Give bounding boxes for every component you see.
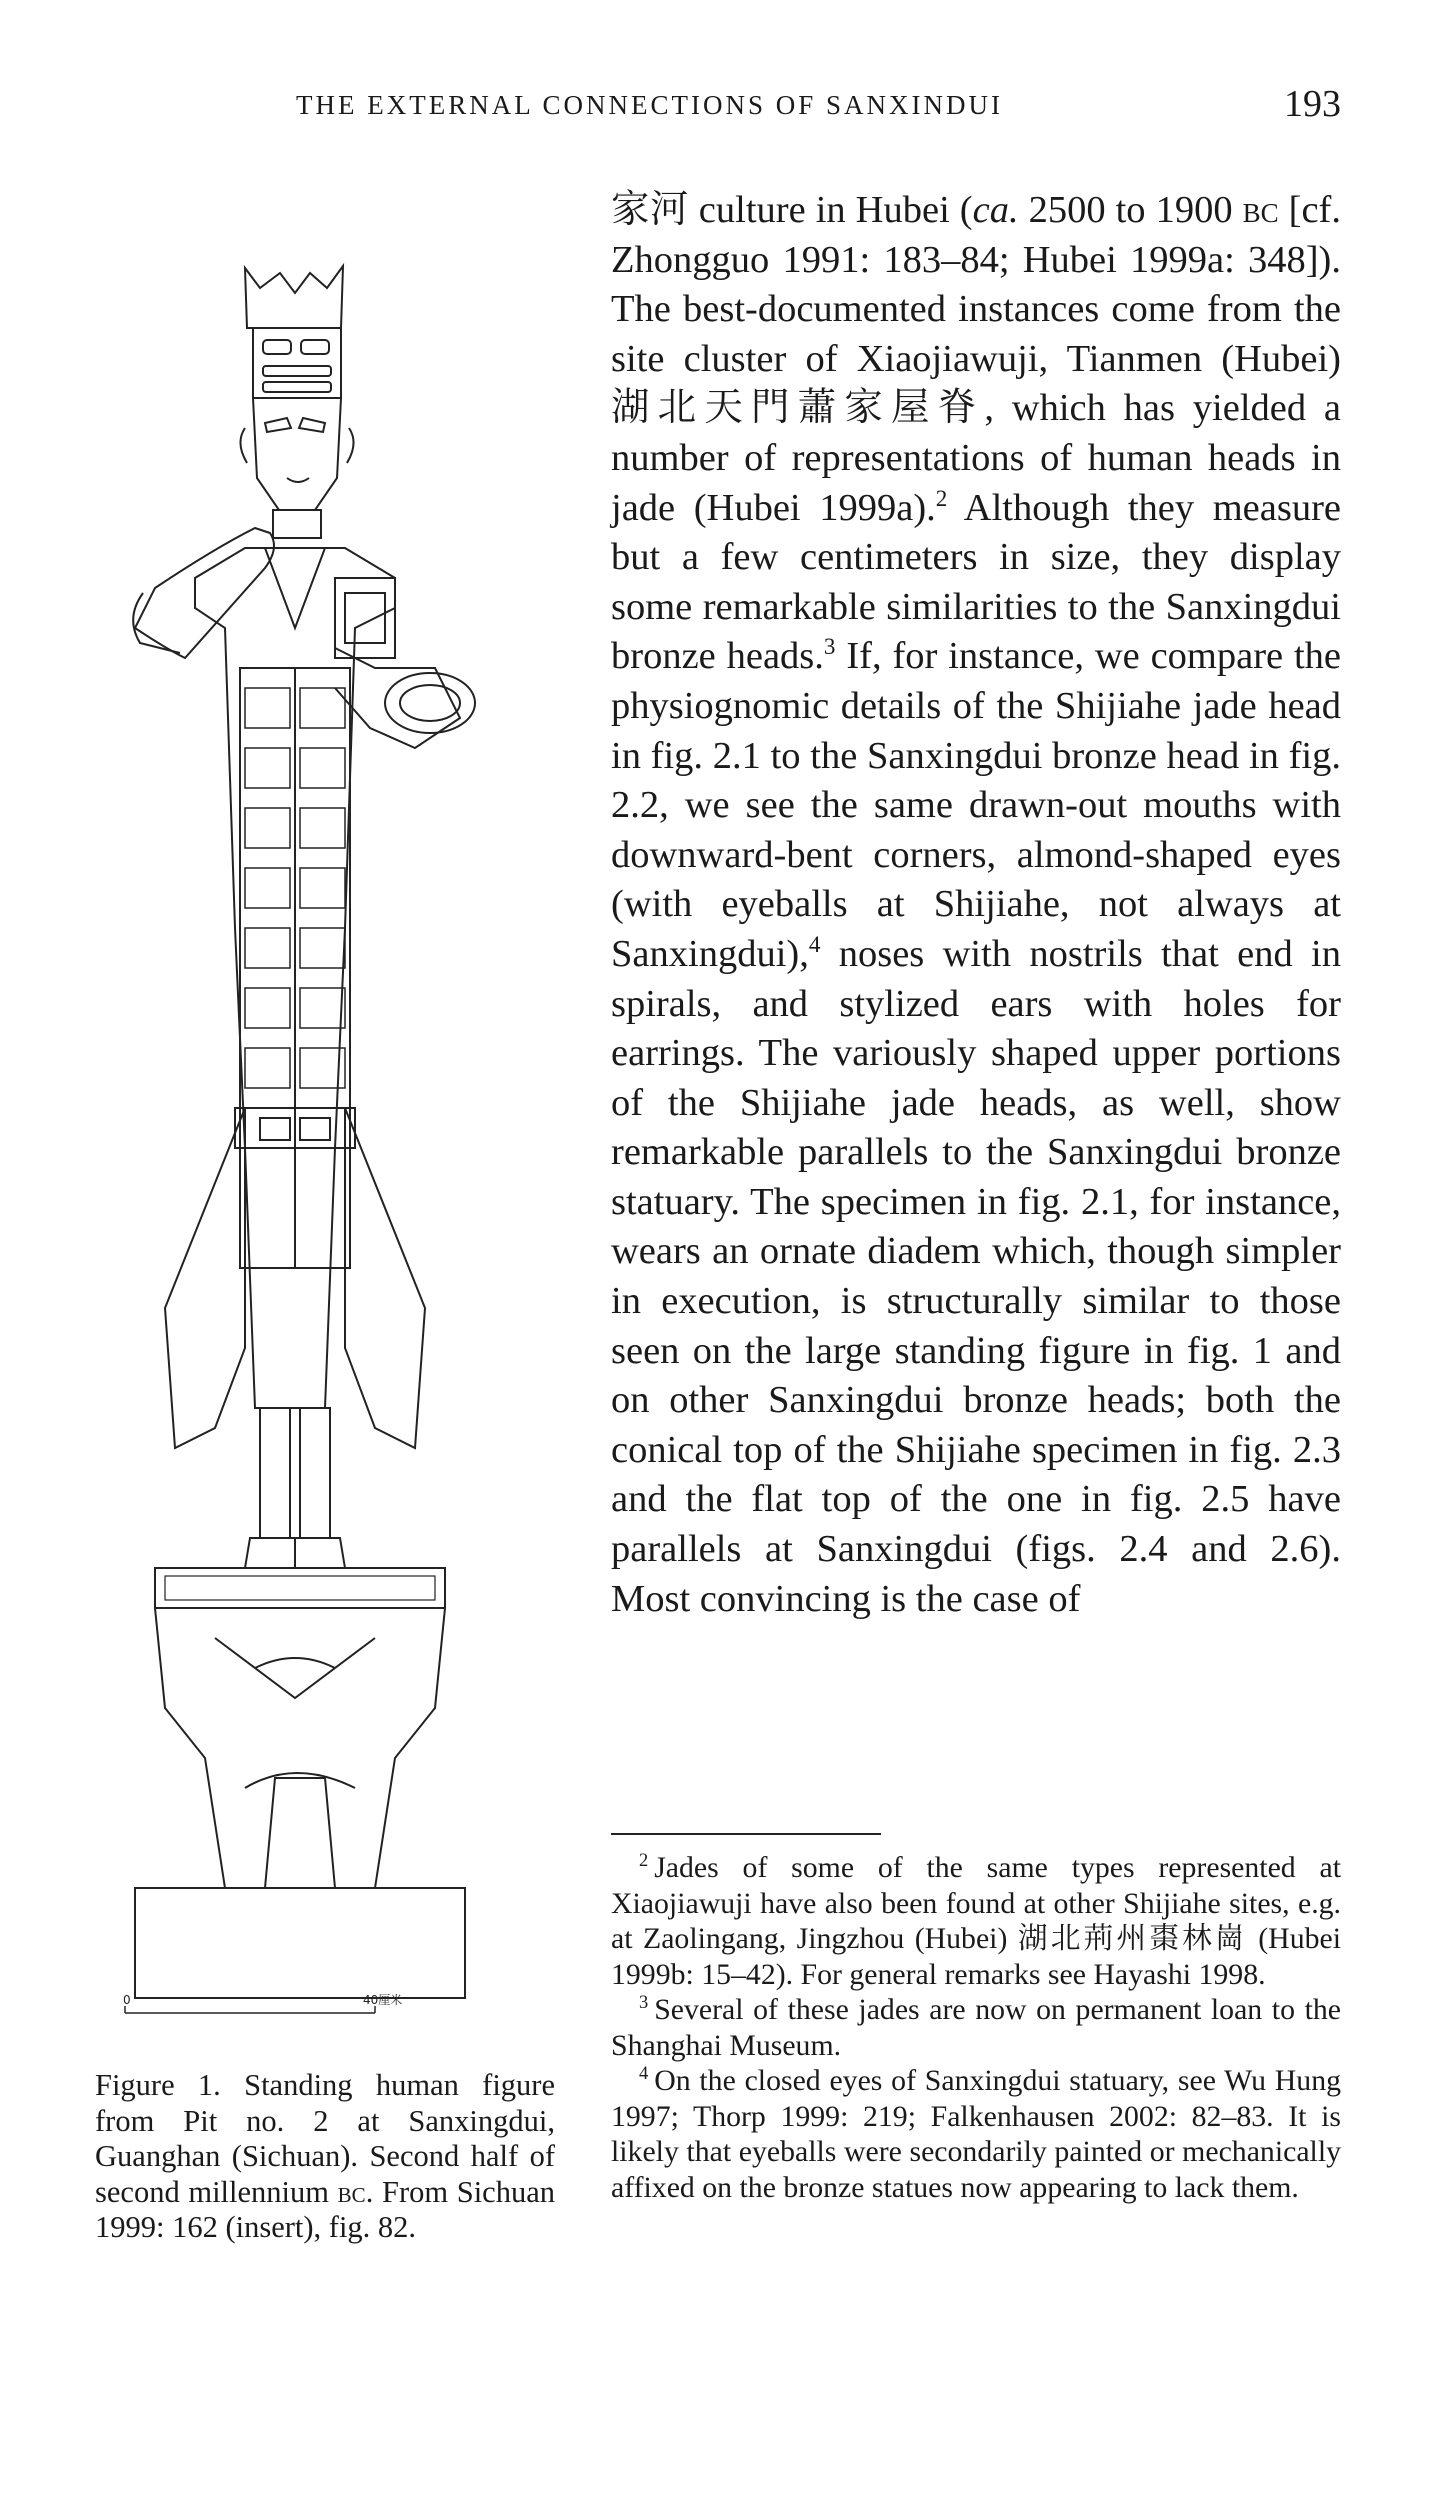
body-text-run: 2500 to 1900	[1018, 189, 1243, 231]
footnote-3	[611, 1992, 1341, 2063]
page-number: 193	[1284, 83, 1341, 125]
footnote-2	[611, 1850, 1341, 1992]
scale-end-label: 40厘米	[363, 1993, 403, 2007]
body-italic-ca: ca.	[972, 189, 1019, 231]
footnote-text: Jades of some of the same types represented at Xiaojiawuji have also been found at other Shijiahe sites, e.g. at Zaolingang, Jingzhou (Hubei) 湖北荊州棗林崗 (Hubei 1999b: 15–42). For general remarks see Hayashi 1998.	[611, 1851, 1341, 1991]
footnote-mark: 2	[639, 1849, 649, 1870]
body-text-run: If, for instance, we compare the physiognomic details of the Shijiahe jade head in fig. 2.1 to the Sanxingdui bronze head in fig. 2.2, we see the same drawn-out mouths with downward-bent corners, almond-shaped eyes (with eyeballs at Shijiahe, not always at Sanxingdui),	[611, 635, 1342, 975]
caption-text-b: . From Sichuan 1999: 162 (insert), fig. 82.	[95, 2174, 556, 2245]
body-text-run: [cf. Zhongguo 1991: 183–84; Hubei 1999a: 348]). The best-documented instances come from the site cluster of Xiaojiawuji, Tianmen (Hubei) 湖北天門蕭家屋脊, which has yielded a number of representations of human heads in jade (Hubei 1999a).	[611, 189, 1341, 529]
running-head-title: THE EXTERNAL CONNECTIONS OF SANXINDUI	[296, 90, 1003, 120]
footnote-mark: 3	[639, 1991, 649, 2012]
caption-text-a: Figure 1. Standing human figure from Pit no. 2 at Sanxingdui, Guanghan (Sichuan). Second half of second millennium	[95, 2068, 555, 2209]
body-bc: bc	[1242, 189, 1279, 231]
footnote-ref-4[interactable]: 4	[808, 931, 821, 958]
figure-caption	[95, 2068, 555, 2246]
running-head	[296, 82, 1341, 132]
figure-1-standing-figure-drawing	[95, 248, 565, 2028]
body-text-run: 家河 culture in Hubei (	[611, 189, 973, 231]
footnote-ref-3[interactable]: 3	[823, 633, 836, 660]
footnote-rule	[611, 1833, 881, 1835]
body-text-run: Although they measure but a few centimeters in size, they display some remarkable similarities to the Sanxingdui bronze heads.	[611, 486, 1341, 678]
footnote-4	[611, 2063, 1341, 2205]
body-paragraph	[611, 186, 1341, 1624]
body-text	[611, 186, 1341, 1624]
body-text-run: noses with nostrils that end in spirals, and stylized ears with holes for earrings. The variously shaped upper portions of the Shijiahe jade heads, as well, show remarkable parallels to the Sanxingdui bronze statuary. The specimen in fig. 2.1, for instance, wears an ornate diadem which, though simpler in execution, is structurally similar to those seen on the large standing figure in fig. 1 and on other Sanxingdui bronze heads; both the conical top of the Shijiahe specimen in fig. 2.3 and the flat top of the one in fig. 2.5 have parallels at Sanxingdui (figs. 2.4 and 2.6). Most convincing is the case of	[611, 932, 1341, 1620]
footnote-mark: 4	[639, 2062, 649, 2083]
scale-start-label: 0	[123, 1993, 131, 2007]
caption-bc: bc	[337, 2174, 366, 2209]
footnote-ref-2[interactable]: 2	[935, 484, 948, 511]
footnote-text: On the closed eyes of Sanxingdui statuary, see Wu Hung 1997; Thorp 1999: 219; Falkenhausen 2002: 82–83. It is likely that eyeballs were secondarily painted or mechanically affixed on the bronze statues now appearing to lack them.	[611, 2064, 1341, 2204]
footnotes	[611, 1850, 1341, 2205]
footnote-text: Several of these jades are now on permanent loan to the Shanghai Museum.	[611, 1993, 1341, 2062]
